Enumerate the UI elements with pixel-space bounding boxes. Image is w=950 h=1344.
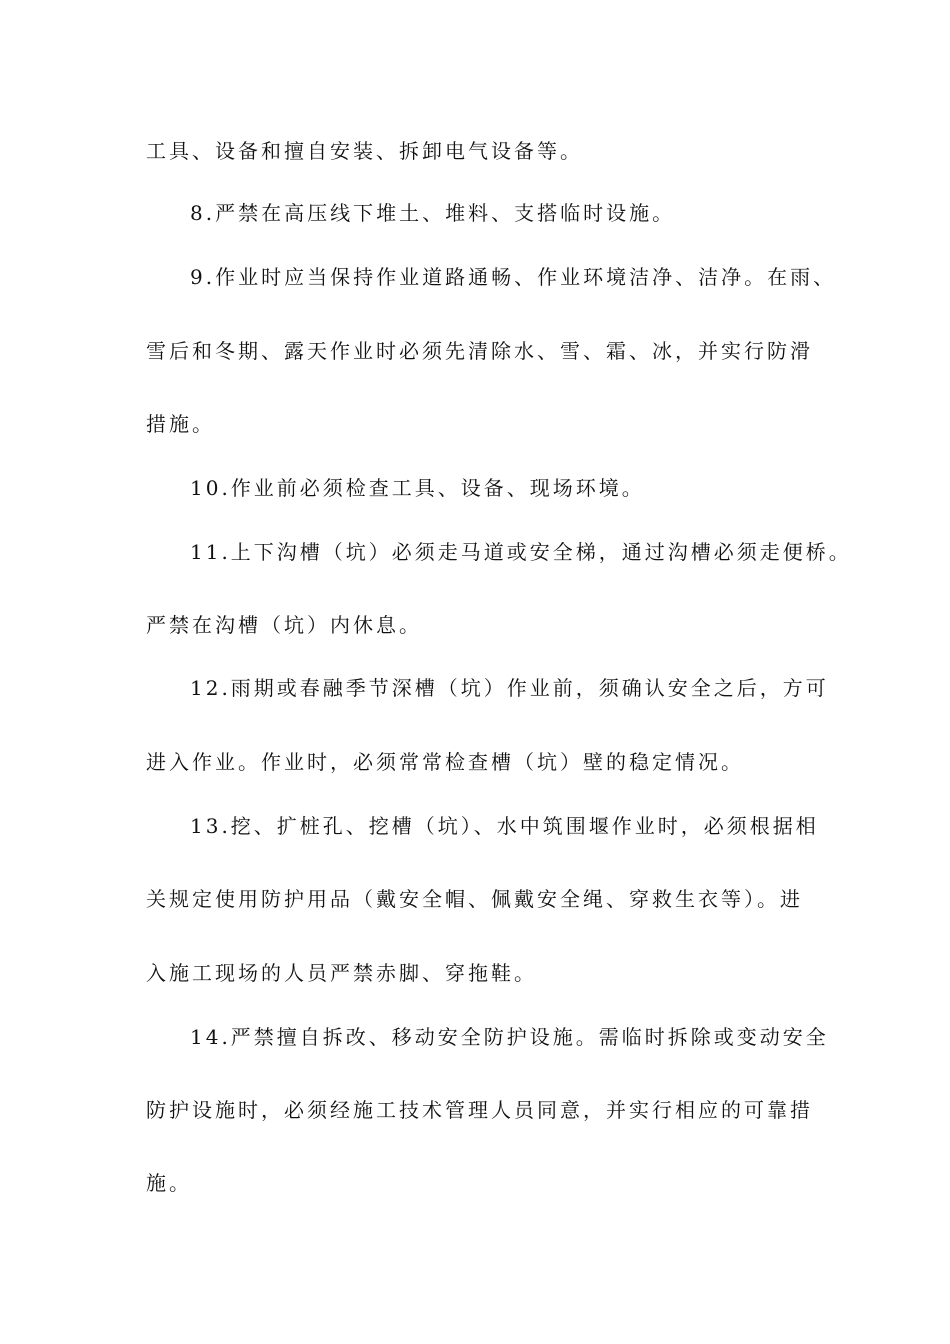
text-line-13: 入施工现场的人员严禁赤脚、穿拖鞋。 <box>146 961 537 985</box>
text-line-item-14: 14.严禁擅自拆改、移动安全防护设施。需临时拆除或变动安全 <box>190 1025 829 1049</box>
text-line-8: 严禁在沟槽（坑）内休息。 <box>146 613 422 637</box>
text-line-4: 雪后和冬期、露天作业时必须先清除水、雪、霜、冰，并实行防滑 <box>146 339 813 363</box>
text-line-item-9: 9.作业时应当保持作业道路通畅、作业环境洁净、洁净。在雨、 <box>190 265 837 289</box>
text-line-item-10: 10.作业前必须检查工具、设备、现场环境。 <box>190 476 645 500</box>
text-line-item-8: 8.严禁在高压线下堆土、堆料、支搭临时设施。 <box>190 201 676 225</box>
text-line-16: 施。 <box>146 1171 192 1195</box>
text-line-item-11: 11.上下沟槽（坑）必须走马道或安全梯，通过沟槽必须走便桥。 <box>190 540 852 564</box>
text-line-1: 工具、设备和擅自安装、拆卸电气设备等。 <box>146 139 583 163</box>
text-line-12: 关规定使用防护用品（戴安全帽、佩戴安全绳、穿救生衣等）。进 <box>146 887 803 911</box>
text-line-item-12: 12.雨期或春融季节深槽（坑）作业前，须确认安全之后，方可 <box>190 676 829 700</box>
text-line-15: 防护设施时，必须经施工技术管理人员同意，并实行相应的可靠措 <box>146 1098 813 1122</box>
text-line-5: 措施。 <box>146 412 215 436</box>
text-line-10: 进入作业。作业时，必须常常检查槽（坑）壁的稳定情况。 <box>146 750 744 774</box>
text-line-item-13: 13.挖、扩桩孔、挖槽（坑）、水中筑围堰作业时，必须根据相 <box>190 814 819 838</box>
